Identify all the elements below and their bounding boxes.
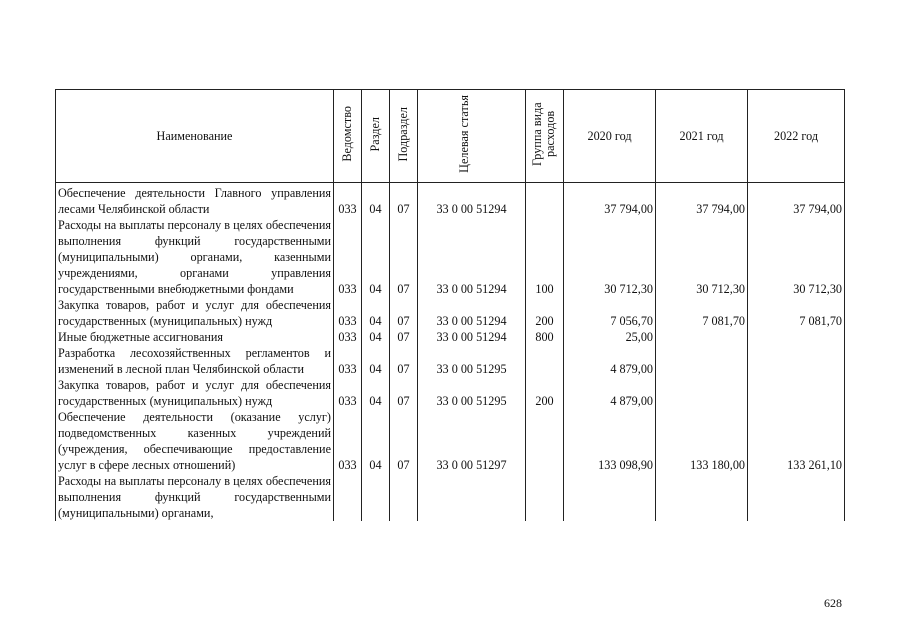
cell-gruppa-vida-rashodov: 800 [526, 329, 564, 345]
cell-razdel [362, 473, 390, 521]
table-body [56, 183, 845, 522]
cell-2022: 30 712,30 [748, 217, 845, 297]
cell-podrazdel [390, 473, 418, 521]
cell-razdel: 04 [362, 377, 390, 409]
cell-2021 [656, 329, 748, 345]
budget-table [55, 89, 845, 521]
cell-celevaya-statya: 33 0 00 51294 [418, 217, 526, 297]
cell-celevaya-statya: 33 0 00 51294 [418, 329, 526, 345]
cell-2020: 30 712,30 [564, 217, 656, 297]
cell-podrazdel: 07 [390, 377, 418, 409]
cell-2020 [564, 473, 656, 521]
cell-vedomstvo: 033 [334, 297, 362, 329]
cell-2020: 4 879,00 [564, 377, 656, 409]
header-year-2020: 2020 год [564, 90, 656, 183]
cell-gruppa-vida-rashodov [526, 183, 564, 218]
cell-name: Обеспечение деятельности (оказание услуг) подведомственных казенных учреждений (учреждения, обеспечивающие предоставление услуг в сфере лесных отношений) [56, 409, 334, 473]
header-gruppa-vida-rashodov: Группа вида расходов [526, 90, 564, 183]
cell-vedomstvo: 033 [334, 345, 362, 377]
table-row [56, 473, 845, 521]
cell-celevaya-statya [418, 473, 526, 521]
cell-vedomstvo: 033 [334, 217, 362, 297]
cell-podrazdel: 07 [390, 217, 418, 297]
cell-vedomstvo: 033 [334, 409, 362, 473]
cell-name: Расходы на выплаты персоналу в целях обеспечения выполнения функций государственными (муниципальными) органами, казенными учреждениями, органами управления государственными внебюджетными фондами [56, 217, 334, 297]
table-row [56, 183, 845, 218]
cell-celevaya-statya: 33 0 00 51297 [418, 409, 526, 473]
cell-gruppa-vida-rashodov: 100 [526, 217, 564, 297]
table-row [56, 409, 845, 473]
cell-podrazdel: 07 [390, 329, 418, 345]
cell-name: Расходы на выплаты персоналу в целях обеспечения выполнения функций государственными (муниципальными) органами, [56, 473, 334, 521]
cell-2020: 133 098,90 [564, 409, 656, 473]
header-vedomstvo: Ведомство [334, 90, 362, 183]
cell-razdel: 04 [362, 297, 390, 329]
cell-2022: 37 794,00 [748, 183, 845, 218]
cell-celevaya-statya: 33 0 00 51294 [418, 183, 526, 218]
cell-vedomstvo [334, 473, 362, 521]
cell-vedomstvo: 033 [334, 183, 362, 218]
cell-gruppa-vida-rashodov [526, 473, 564, 521]
cell-2022: 7 081,70 [748, 297, 845, 329]
cell-celevaya-statya: 33 0 00 51294 [418, 297, 526, 329]
header-podrazdel: Подраздел [390, 90, 418, 183]
cell-name: Закупка товаров, работ и услуг для обеспечения государственных (муниципальных) нужд [56, 297, 334, 329]
table-header [56, 90, 845, 183]
cell-2021 [656, 473, 748, 521]
cell-vedomstvo: 033 [334, 329, 362, 345]
cell-razdel: 04 [362, 345, 390, 377]
cell-2022 [748, 329, 845, 345]
cell-gruppa-vida-rashodov: 200 [526, 297, 564, 329]
cell-podrazdel: 07 [390, 183, 418, 218]
cell-name: Закупка товаров, работ и услуг для обеспечения государственных (муниципальных) нужд [56, 377, 334, 409]
table-row [56, 345, 845, 377]
header-celevaya-statya: Целевая статья [418, 90, 526, 183]
cell-2022 [748, 473, 845, 521]
cell-2020: 37 794,00 [564, 183, 656, 218]
cell-2022: 133 261,10 [748, 409, 845, 473]
cell-razdel: 04 [362, 409, 390, 473]
cell-2021: 30 712,30 [656, 217, 748, 297]
cell-gruppa-vida-rashodov [526, 409, 564, 473]
cell-razdel: 04 [362, 329, 390, 345]
cell-2020: 4 879,00 [564, 345, 656, 377]
cell-2021 [656, 377, 748, 409]
cell-celevaya-statya: 33 0 00 51295 [418, 377, 526, 409]
cell-vedomstvo: 033 [334, 377, 362, 409]
cell-podrazdel: 07 [390, 409, 418, 473]
table-row [56, 217, 845, 297]
header-razdel: Раздел [362, 90, 390, 183]
cell-razdel: 04 [362, 217, 390, 297]
cell-name: Иные бюджетные ассигнования [56, 329, 334, 345]
cell-podrazdel: 07 [390, 297, 418, 329]
cell-razdel: 04 [362, 183, 390, 218]
cell-2021: 7 081,70 [656, 297, 748, 329]
cell-name: Разработка лесохозяйственных регламентов и изменений в лесной план Челябинской области [56, 345, 334, 377]
table-row [56, 297, 845, 329]
cell-2022 [748, 345, 845, 377]
cell-2021 [656, 345, 748, 377]
cell-2021: 37 794,00 [656, 183, 748, 218]
header-year-2021: 2021 год [656, 90, 748, 183]
cell-podrazdel: 07 [390, 345, 418, 377]
cell-2020: 7 056,70 [564, 297, 656, 329]
cell-name: Обеспечение деятельности Главного управления лесами Челябинской области [56, 183, 334, 218]
cell-2022 [748, 377, 845, 409]
table-row [56, 377, 845, 409]
table-row [56, 329, 845, 345]
cell-gruppa-vida-rashodov [526, 345, 564, 377]
header-name: Наименование [56, 90, 334, 183]
cell-celevaya-statya: 33 0 00 51295 [418, 345, 526, 377]
cell-gruppa-vida-rashodov: 200 [526, 377, 564, 409]
header-year-2022: 2022 год [748, 90, 845, 183]
page-number: 628 [824, 596, 842, 610]
cell-2021: 133 180,00 [656, 409, 748, 473]
cell-2020: 25,00 [564, 329, 656, 345]
